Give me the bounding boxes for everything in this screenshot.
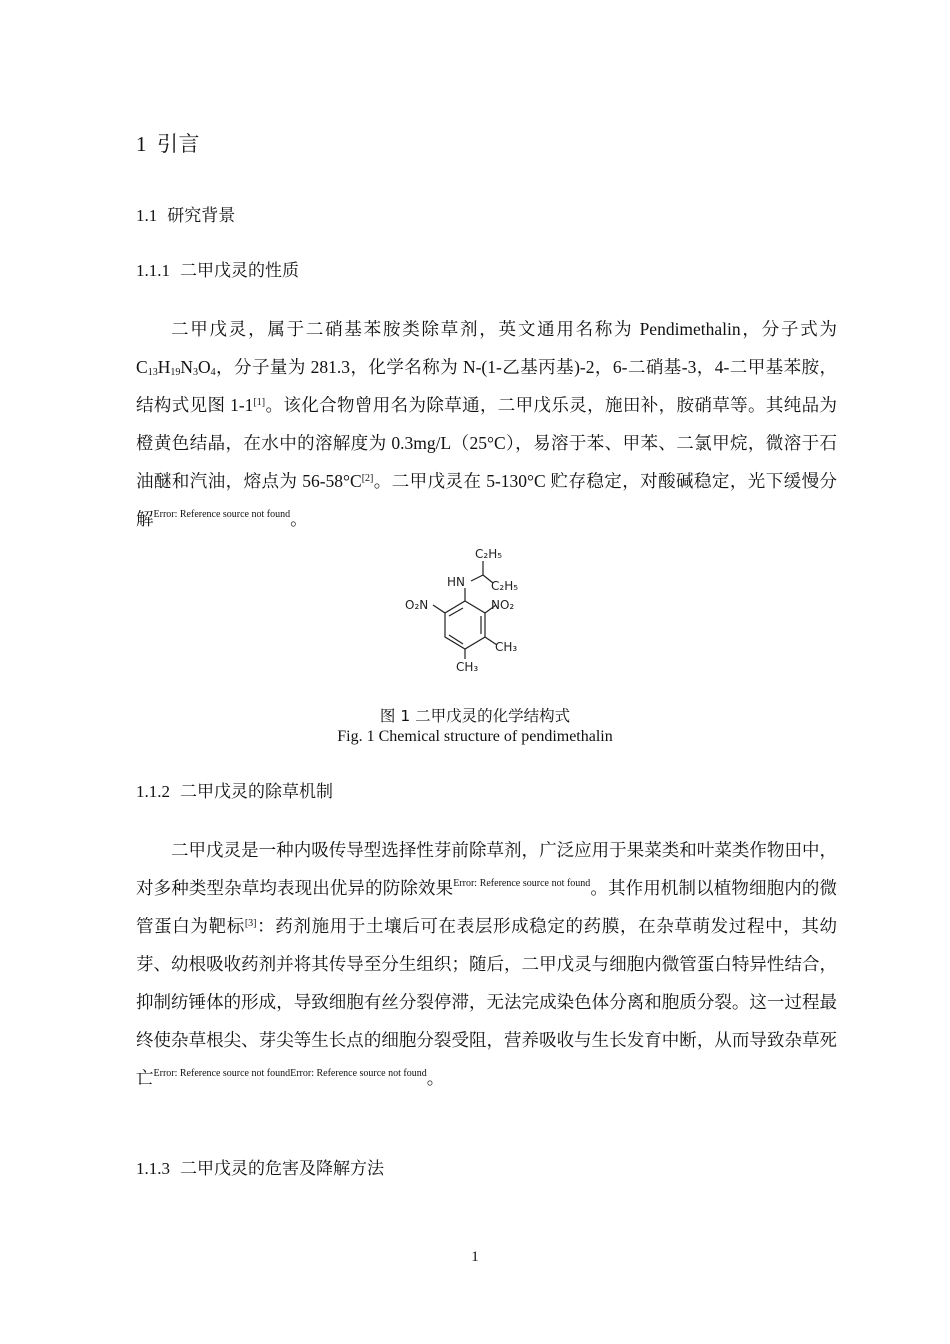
chapter-title: 引言 — [157, 132, 200, 156]
subsection-title: 二甲戊灵的性质 — [180, 261, 299, 281]
subsection-number: 1.1.1 — [136, 261, 170, 280]
chapter-number: 1 — [136, 132, 147, 156]
label-c2h5-top: C₂H₅ — [475, 547, 503, 561]
label-ch3-right: CH₃ — [495, 640, 518, 654]
page-number: 1 — [471, 1249, 479, 1265]
citation-ref[interactable]: [1] — [253, 397, 266, 408]
text-run: 。二甲戊灵在 5-130°C 贮存稳定，对酸碱稳定，光下缓慢分解 — [136, 471, 838, 529]
subsection-title: 二甲戊灵的危害及降解方法 — [180, 1159, 384, 1179]
benzene-ring — [445, 601, 485, 649]
subscript: 3 — [192, 367, 198, 378]
label-hn: HN — [447, 575, 465, 589]
text-run: 二甲戊灵，属于二硝基苯胺类除草剂，英文通用名称为 Pendimethalin，分子式为 C — [136, 319, 837, 377]
figure-caption-cn: 图 1 二甲戊灵的化学结构式 — [379, 707, 571, 725]
label-no2: NO₂ — [491, 598, 515, 612]
citation-ref[interactable]: [3] — [244, 918, 257, 929]
subsection-heading-1-1-3 — [136, 1154, 384, 1179]
subscript: 19 — [170, 367, 181, 378]
text-run: 二甲戊灵是一种内吸传导型选择性芽前除草剂，广泛应用于果菜类和叶菜类作物田中，对多种类型杂草均表现出优异的防除效果 — [136, 840, 837, 898]
subsection-heading-1-1-2 — [136, 777, 333, 802]
citation-ref[interactable]: [2] — [361, 473, 374, 484]
text-run: H — [157, 357, 171, 377]
text-run: ：药剂施用于土壤后可在表层形成稳定的药膜，在杂草萌发过程中，其幼芽、幼根吸收药剂并将其传导至分生组织；随后，二甲戊灵与细胞内微管蛋白特异性结合，抑制纺锤体的形成，导致细胞有丝分裂停滞，无法完成染色体分离和胞质分裂。这一过程最终使杂草根尖、芽尖等生长点的细胞分裂受阻，营养吸收与生长发育中断，从而导致杂草死亡 — [136, 916, 837, 1088]
paragraph-properties — [136, 310, 837, 538]
reference-error: Error: Reference source not found — [153, 509, 291, 520]
chapter-heading — [136, 128, 200, 158]
subsection-title: 二甲戊灵的除草机制 — [180, 782, 333, 802]
subsection-heading-1-1-1 — [136, 256, 299, 281]
text-run: 。 — [426, 1068, 445, 1088]
subscript: 4 — [210, 367, 216, 378]
figure-caption-en: Fig. 1 Chemical structure of pendimethalin — [337, 728, 613, 745]
text-run: 。该化合物曾用名为除草通，二甲戊乐灵，施田补，胺硝草等。其纯品为橙黄色结晶，在水中的溶解度为 0.3mg/L（25°C），易溶于苯、甲苯、二氯甲烷，微溶于石油醚和汽油，熔点为 56-58°C — [136, 395, 838, 491]
subscript: 13 — [147, 367, 158, 378]
reference-error: Error: Reference source not foundError: Reference source not found — [153, 1068, 427, 1079]
text-run: ，分子量为 281.3，化学名称为 N-(1-乙基丙基)-2，6-二硝基-3，4-二甲基苯胺，结构式见图 1-1 — [136, 357, 837, 415]
paragraph-mechanism — [136, 831, 837, 1097]
label-ch3-bottom: CH₃ — [456, 660, 479, 673]
text-run: O — [197, 357, 211, 377]
text-run: N — [180, 357, 193, 377]
pendimethalin-structure-figure — [403, 543, 538, 673]
section-title: 研究背景 — [167, 206, 236, 226]
text-run: 。其作用机制以植物细胞内的微管蛋白为靶标 — [136, 878, 838, 936]
label-o2n: O₂N — [405, 598, 429, 612]
section-heading — [136, 201, 235, 226]
subsection-number: 1.1.3 — [136, 1159, 170, 1178]
subsection-number: 1.1.2 — [136, 782, 170, 801]
label-c2h5-side: C₂H₅ — [491, 579, 519, 593]
section-number: 1.1 — [136, 206, 158, 225]
text-run: 。 — [290, 509, 308, 529]
reference-error: Error: Reference source not found — [453, 878, 591, 889]
